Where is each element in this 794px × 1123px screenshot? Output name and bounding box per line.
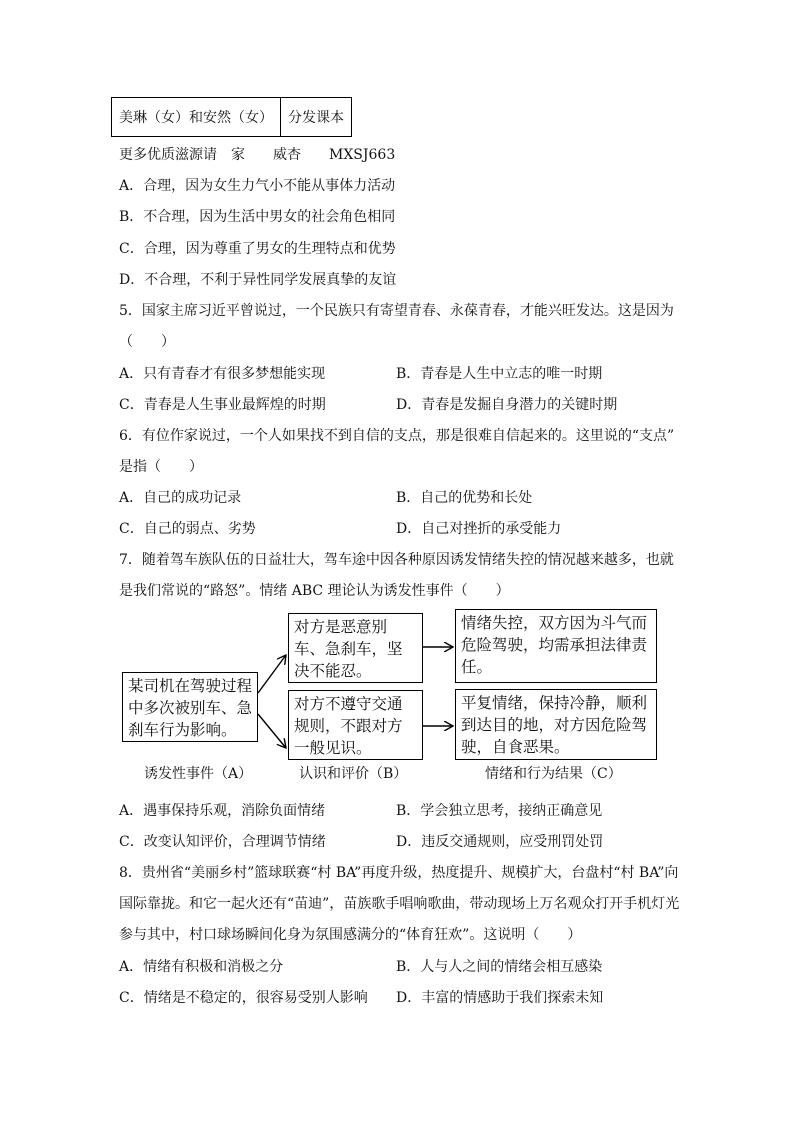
arrow-a-to-b1: [258, 655, 286, 693]
q6-stem-cont: 是指（ ）: [119, 459, 203, 475]
q7-option-a: A．遇事保持乐观，消除负面情绪: [119, 803, 326, 819]
q5-option-a: A．只有青春才有很多梦想能实现: [119, 366, 326, 382]
q6-option-c: C．自己的弱点、劣势: [119, 521, 256, 537]
q4-option-c: C．合理，因为尊重了男女的生理特点和优势: [119, 241, 396, 257]
q8-stem-cont-1: 国际靠拢。和它一起火还有“苗迪”，苗族歌手唱响歌曲，带动现场上万名观众打开手机灯光: [119, 896, 680, 912]
q8-option-d: D．丰富的情感助于我们探索未知: [396, 990, 604, 1006]
diagram-box-belief-2: 对方不遵守交通规则，不跟对方一般见识。: [288, 690, 423, 760]
q4-option-b: B．不合理，因为生活中男女的社会角色相同: [119, 209, 396, 225]
diagram-box-consequence-1: 情绪失控，双方因为斗气而危险驾驶，均需承担法律责任。: [455, 609, 657, 683]
q7-stem: 7．随着驾车族队伍的日益壮大，驾车途中因各种原因诱发情绪失控的情况越来越多，也就: [119, 552, 674, 568]
q5-stem-blank: （ ）: [119, 334, 175, 350]
diagram-caption-a: 诱发性事件（A）: [144, 766, 253, 782]
q8-option-c: C．情绪是不稳定的，很容易受别人影响: [119, 990, 368, 1006]
watermark-line: 更多优质滋源请 家 威杏 MXSJ663: [119, 147, 396, 163]
q5-option-d: D．青春是发掘自身潜力的关键时期: [396, 397, 618, 413]
q6-option-b: B．自己的优势和长处: [396, 490, 533, 506]
q6-option-a: A．自己的成功记录: [119, 490, 242, 506]
q8-option-b: B．人与人之间的情绪会相互感染: [396, 959, 603, 975]
diagram-box-belief-1: 对方是恶意别车、急刹车，坚决不能忍。: [288, 613, 423, 683]
q8-stem: 8．贵州省“美丽乡村”篮球联赛“村 BA”再度升级，热度提升、规模扩大，台盘村“村 BA”向: [119, 865, 679, 881]
q5-stem: 5．国家主席习近平曾说过，一个民族只有寄望青春、永葆青春，才能兴旺发达。这是因为: [119, 303, 674, 319]
q4-option-d: D．不合理，不利于异性同学发展真挚的友谊: [119, 272, 397, 288]
q4-option-a: A．合理，因为女生力气小不能从事体力活动: [119, 178, 396, 194]
q5-option-b: B．青春是人生中立志的唯一时期: [396, 366, 603, 382]
table-cell-names: 美琳（女）和安然（女）: [112, 98, 281, 137]
q7-option-d: D．违反交通规则，应受刑罚处罚: [396, 834, 604, 850]
arrow-a-to-b2: [258, 714, 286, 748]
table-cell-role: 分发课本: [281, 98, 352, 137]
q8-stem-cont-2: 参与其中，村口球场瞬间化身为氛围感满分的“体育狂欢”。这说明（ ）: [119, 927, 582, 943]
q6-stem: 6．有位作家说过，一个人如果找不到自信的支点，那是很难自信起来的。这里说的“支点”: [119, 428, 675, 444]
q8-option-a: A．情绪有积极和消极之分: [119, 959, 284, 975]
q5-option-c: C．青春是人生事业最辉煌的时期: [119, 397, 326, 413]
q7-stem-cont: 是我们常说的“路怒”。情绪 ABC 理论认为诱发性事件（ ）: [119, 583, 510, 599]
diagram-box-consequence-2: 平复情绪，保持冷静，顺利到达目的地，对方因危险驾驶，自食恶果。: [455, 689, 657, 760]
q7-option-c: C．改变认知评价，合理调节情绪: [119, 834, 326, 850]
diagram-caption-c: 情绪和行为结果（C）: [485, 766, 622, 782]
diagram-caption-b: 认识和评价（B）: [299, 766, 408, 782]
diagram-box-activating-event: 某司机在驾驶过程中多次被别车、急刹车行为影响。: [122, 672, 258, 742]
q6-option-d: D．自己对挫折的承受能力: [396, 521, 562, 537]
q7-option-b: B．学会独立思考，接纳正确意见: [396, 803, 603, 819]
